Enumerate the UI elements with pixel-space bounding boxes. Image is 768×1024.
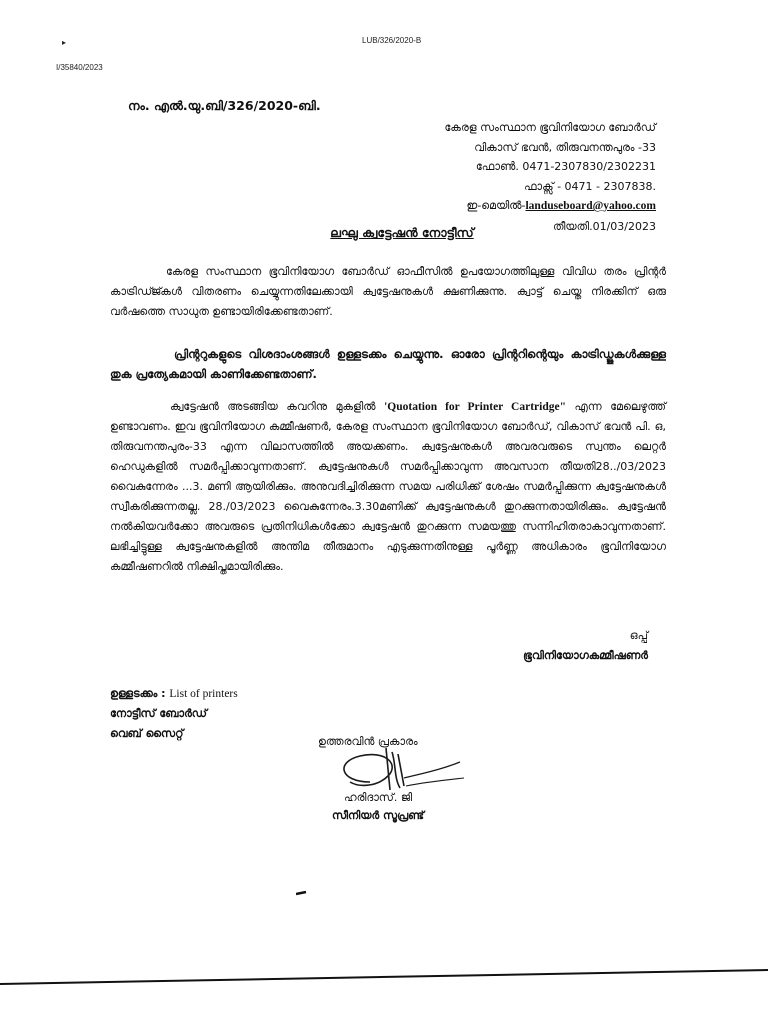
- date-label: തീയതി.: [552, 219, 593, 233]
- notice-title-text: ലഘു ക്വട്ടേഷൻ നോട്ടീസ്: [330, 225, 474, 240]
- para3-part-b: എന്ന മേലെഴുത്ത് ഉണ്ടാവണം. ഇവ ഭൂവിനിയോഗ കമ്മീഷണർ, കേരള സംസ്ഥാന ഭൂവിനിയോഗ ബോർഡ്, വികാസ് ഭവൻ പി. ഒ, തിരുവനന്തപുരം-33 എന്ന വിലാസത്തിൽ അയക്കണം. ക്വട്ടേഷനുകൾ അവരവരുടെ സ്വന്തം ലെറ്റർ ഹെഡുകളിൽ സമർപ്പിക്കാവുന്നതാണ്. ക്വട്ടേഷനുകൾ സമർപ്പിക്കാവുന്ന അവസാന തീയതി28../03/2023 വൈകുന്നേരം ...3. മണി ആയിരിക്കും. അനുവദിച്ചിരിക്കുന്ന സമയ പരിധിക്ക് ശേഷം സമർപ്പിക്കുന്ന ക്വട്ടേഷനുകൾ സ്വീകരിക്കുന്നതല്ല. 28./03/2023 വൈകുന്നേരം.3.30മണിക്ക് ക്വട്ടേഷനുകൾ തുറക്കുന്നതായിരിക്കും. ക്വട്ടേഷൻ നൽകിയവർക്കോ അവരുടെ പ്രതിനിധികൾക്കോ ക്വട്ടേഷൻ തുറക്കുന്ന സമയത്തു സന്നിഹിതരാകാവുന്നതാണ്. ലഭിച്ചിട്ടുള്ള ക്വട്ടേഷനുകളിൽ അന്തിമ തീരുമാനം എടുക്കുന്നതിനുള്ള പൂർണ്ണ അധികാരം ഭൂവിനിയോഗ കമ്മീഷണറിൽ നിക്ഷിപ്തമായിരിക്കും.: [110, 400, 666, 573]
- email-label: ഇ-മെയിൽ-: [466, 199, 526, 212]
- paragraph-submission-terms: [110, 397, 666, 577]
- enclosure-item: List of printers: [169, 688, 238, 700]
- signed-label: ഒപ്പ്: [629, 629, 648, 642]
- address-block: [276, 118, 656, 236]
- copy-notice-board: നോട്ടീസ് ബോർഡ്: [110, 707, 207, 720]
- enclosure-line: [110, 684, 238, 704]
- date-value: 01/03/2023: [592, 219, 656, 233]
- organization-name: കേരള സംസ്ഥാന ഭൂവിനിയോഗ ബോർഡ്: [444, 121, 656, 134]
- enclosure-label: ഉള്ളടക്കം :: [110, 687, 170, 700]
- file-number-top: LUB/326/2020-B: [362, 36, 422, 45]
- email-line: [276, 196, 656, 217]
- scan-speck: [296, 890, 308, 896]
- paragraph-invitation: കേരള സംസ്ഥാന ഭൂവിനിയോഗ ബോർഡ് ഓഫീസിൽ ഉപയോഗത്തിലുള്ള വിവിധ തരം പ്രിന്റർ കാട്രിഡ്ജ്കൾ വിതരണം ചെയ്യുന്നതിലേക്കായി ക്വട്ടേഷനുകൾ ക്ഷണിക്കുന്നു. ക്വാട്ട് ചെയ്ത നിരക്കിന് ഒരു വർഷത്തെ സാധുത ഉണ്ടായിരിക്കേണ്ടതാണ്.: [110, 265, 666, 318]
- attesting-officer-designation: സീനിയർ സൂപ്രണ്ട്: [332, 809, 425, 822]
- attesting-officer-name: ഹരിദാസ്. ജി: [344, 791, 413, 804]
- by-order-label: ഉത്തരവിൻ പ്രകാരം: [318, 735, 418, 748]
- signatory-block: [523, 626, 648, 666]
- signatory-designation: ഭൂവിനിയോഗകമ്മീഷണർ: [523, 649, 648, 662]
- margin-mark: ▸: [62, 38, 67, 47]
- para3-part-a: ക്വട്ടേഷൻ അടങ്ങിയ കവറിനു മുകളിൽ: [170, 400, 385, 413]
- quotation-cover-text: 'Quotation for Printer Cartridge": [384, 401, 566, 413]
- copy-website: വെബ് സൈറ്റ്: [110, 727, 184, 740]
- fax-number: ഫാക്സ് - 0471 - 2307838.: [523, 179, 656, 193]
- handwritten-signature: [330, 742, 490, 802]
- enclosure-block: [110, 684, 238, 744]
- document-id: I/35840/2023: [56, 63, 103, 72]
- paragraph-printer-details: പ്രിന്ററുകളുടെ വിശദാംശങ്ങൾ ഉള്ളടക്കം ചെയ്യുന്നു. ഓരോ പ്രിന്ററിന്റെയും കാട്രിഡ്ജുകൾക്കുള്ള തുക പ്രത്യേകമായി കാണിക്കേണ്ടതാണ്.: [110, 347, 666, 381]
- reference-number: നം. എൽ.യു.ബി/326/2020-ബി.: [128, 98, 321, 113]
- email-address[interactable]: landuseboard@yahoo.com: [525, 200, 656, 212]
- notice-title: [0, 225, 768, 241]
- scan-edge-line: [0, 958, 768, 988]
- phone-number: ഫോൺ. 0471-2307830/2302231: [475, 160, 656, 173]
- organization-place: വികാസ് ഭവൻ, തിരുവനന്തപുരം -33: [474, 140, 656, 154]
